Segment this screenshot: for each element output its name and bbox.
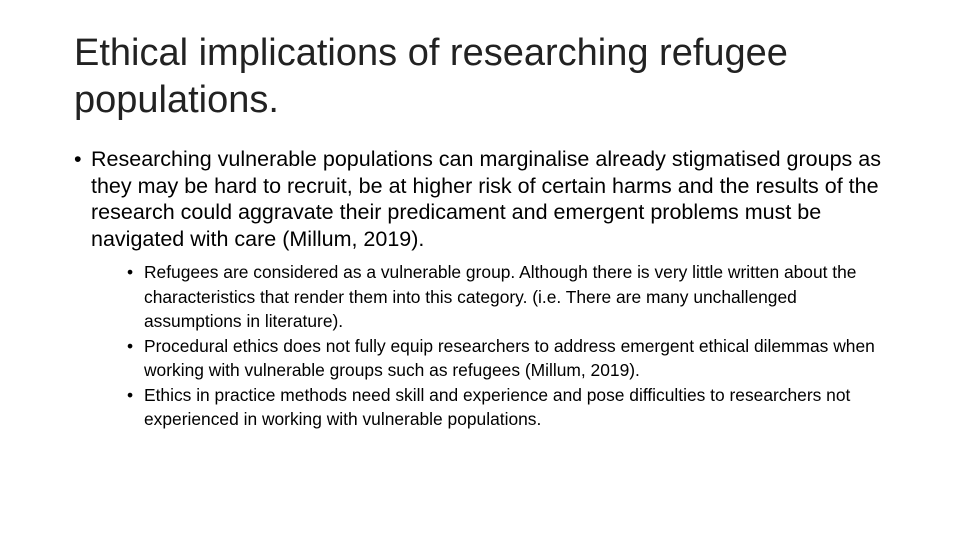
sub-bullet-text: Ethics in practice methods need skill and experience and pose difficulties to researchers not experienced in working with vulnerable populations. bbox=[144, 384, 851, 429]
sub-bullet-text: Procedural ethics does not fully equip researchers to address emergent ethical dilemmas when working with vulnerable groups such as refugees (Millum, 2019). bbox=[144, 335, 875, 380]
bullet-icon: • bbox=[127, 384, 134, 405]
sub-bullet-point bbox=[127, 334, 887, 383]
main-bullet-point bbox=[74, 146, 894, 432]
bullet-icon: • bbox=[74, 147, 82, 171]
slide-title: Ethical implications of researching refugee populations. bbox=[74, 32, 788, 121]
bullet-icon: • bbox=[127, 262, 134, 282]
bullet-list bbox=[74, 146, 894, 432]
sub-bullet-text: Refugees are considered as a vulnerable group. Although there is very little written about the characteristics that render them into this category. (i.e. There are many unchallenged assumptions in literature). bbox=[144, 262, 857, 331]
main-bullet-text: Researching vulnerable populations can marginalise already stigmatised groups as they may be hard to recruit, be at higher risk of certain harms and the results of the research could aggravate their predicament and emergent problems must be navigated with care (Millum, 2019). bbox=[91, 147, 881, 251]
bullet-icon: • bbox=[127, 335, 134, 356]
sub-bullet-point bbox=[127, 383, 887, 432]
sub-bullet-list bbox=[127, 260, 887, 432]
sub-bullet-point bbox=[127, 260, 887, 334]
